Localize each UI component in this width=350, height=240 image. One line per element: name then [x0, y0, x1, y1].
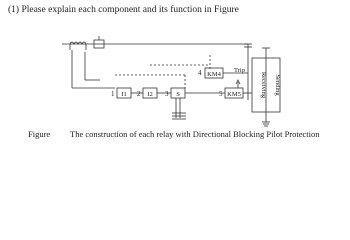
i2-number: 2 [137, 90, 141, 98]
km4-number: 4 [198, 69, 202, 77]
question-text: (1) Please explain each component and its function in Figure [8, 5, 239, 15]
km5-label: KM5 [227, 91, 241, 98]
i2-label: I2 [147, 91, 153, 98]
s-label: S [176, 91, 180, 98]
receiving-label: Receiving [260, 71, 267, 99]
km5-number: 5 [219, 90, 223, 98]
trip-label: Trip [234, 67, 245, 74]
i1-number: 1 [111, 90, 115, 98]
s-number: 3 [165, 90, 169, 98]
figure-caption [28, 129, 320, 139]
caption-figure-label: Figure [28, 129, 51, 139]
caption-text: The construction of each relay with Directional Blocking Pilot Protection [70, 129, 320, 139]
km4-label: KM4 [207, 71, 221, 78]
i1-label: I1 [121, 91, 127, 98]
sending-label: Sending [274, 74, 281, 96]
